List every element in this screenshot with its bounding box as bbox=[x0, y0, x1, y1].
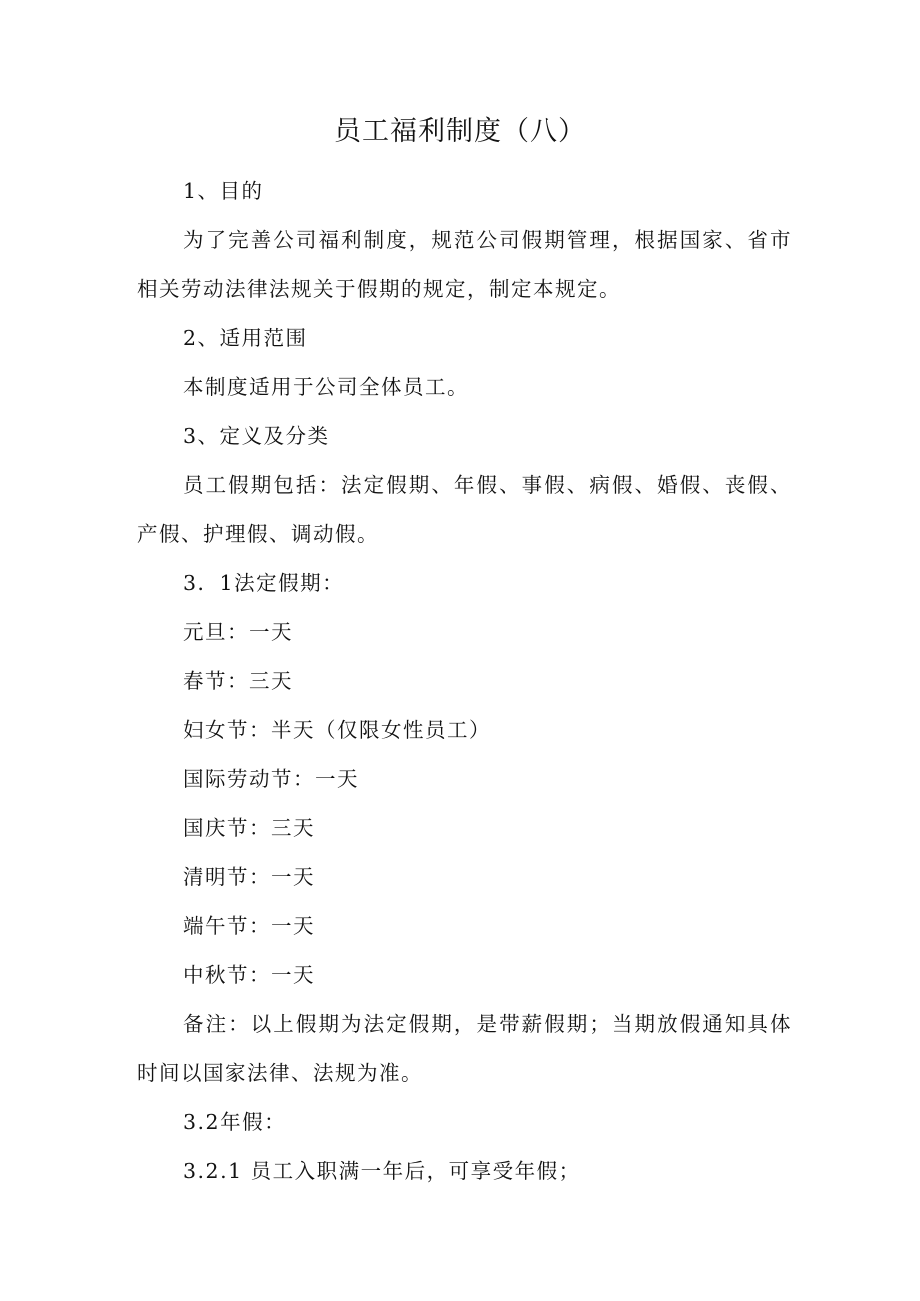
subsection-heading-statutory-holidays: 3．1法定假期： bbox=[183, 571, 345, 595]
paragraph-purpose: 为了完善公司福利制度，规范公司假期管理，根据国家、省市相关劳动法律法规关于假期的规定，制定本规定。 bbox=[137, 228, 792, 301]
list-item: 端午节：一天 bbox=[183, 914, 315, 938]
list-item: 国庆节：三天 bbox=[183, 816, 315, 840]
section-heading-scope: 2、适用范围 bbox=[183, 326, 308, 350]
document-body bbox=[137, 167, 792, 1196]
paragraph-definitions: 员工假期包括：法定假期、年假、事假、病假、婚假、丧假、产假、护理假、调动假。 bbox=[137, 473, 792, 546]
subsection-heading-annual-leave: 3.2年假： bbox=[183, 1110, 287, 1134]
list-item: 妇女节：半天（仅限女性员工） bbox=[183, 718, 491, 742]
list-item: 清明节：一天 bbox=[183, 865, 315, 889]
paragraph-note: 备注：以上假期为法定假期，是带薪假期；当期放假通知具体时间以国家法律、法规为准。 bbox=[137, 1012, 792, 1085]
document-title: 员工福利制度（八） bbox=[334, 116, 586, 147]
list-item: 元旦：一天 bbox=[183, 620, 293, 644]
paragraph-scope: 本制度适用于公司全体员工。 bbox=[183, 375, 469, 399]
list-item: 春节：三天 bbox=[183, 669, 293, 693]
paragraph-annual-leave-rule: 3.2.1 员工入职满一年后，可享受年假； bbox=[183, 1159, 581, 1183]
section-heading-purpose: 1、目的 bbox=[183, 179, 264, 203]
list-item: 中秋节：一天 bbox=[183, 963, 315, 987]
list-item: 国际劳动节：一天 bbox=[183, 767, 359, 791]
section-heading-definitions: 3、定义及分类 bbox=[183, 424, 330, 448]
